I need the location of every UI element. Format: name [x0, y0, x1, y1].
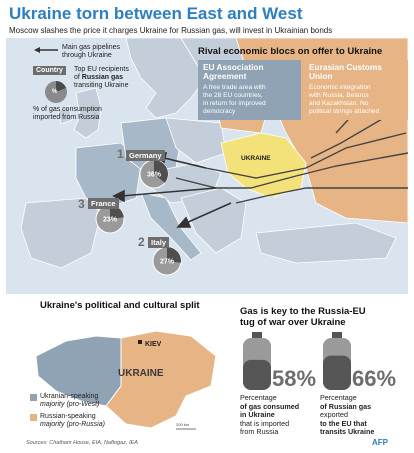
italy-label: Italy	[148, 237, 169, 248]
consumed-caption-line: Percentage	[240, 393, 277, 402]
recipients-legend-line3: transiting Ukraine	[74, 82, 129, 89]
afp-credit: AFP	[372, 438, 388, 447]
germany-rank: 1	[117, 147, 124, 161]
eu-desc-line: in return for improved	[203, 100, 266, 107]
transit-percentage: 66%	[352, 366, 397, 391]
france-rank: 3	[78, 197, 85, 211]
canister-consumed-icon	[243, 332, 271, 390]
legend-ru-text	[40, 413, 105, 429]
italy-rank: 2	[138, 235, 145, 249]
germany-label: Germany	[126, 150, 165, 161]
recipients-legend	[74, 66, 129, 90]
ru-desc-line: political strings attached	[309, 108, 380, 115]
transit-caption-line: exported	[320, 410, 348, 419]
transit-caption	[320, 394, 374, 437]
legend-ru-swatch	[30, 414, 37, 421]
france-label: France	[88, 198, 119, 209]
consumed-percentage: 58%	[272, 366, 317, 391]
recipients-legend-line1: Top EU recipients	[74, 66, 129, 73]
page-subtitle: Moscow slashes the price it charges Ukraine for Russian gas, will invest in Ukrainian bonds	[9, 26, 333, 35]
consumed-caption-line: that is imported	[240, 418, 290, 428]
transit-caption-line: Percentage	[320, 393, 357, 402]
recipients-legend-line2	[74, 74, 129, 82]
germany-pie-label: 36%	[146, 171, 162, 179]
legend-ua-swatch	[30, 394, 37, 401]
kiev-marker	[138, 340, 142, 344]
transit-caption-line: of Russian gas	[320, 401, 372, 411]
eu-association-box	[198, 60, 301, 120]
ru-desc-line: Economic integration	[309, 84, 371, 91]
legend-ua-line2: majority (pro-West)	[40, 401, 100, 408]
gas-title-line2: tug of war over Ukraine	[240, 317, 346, 328]
rival-blocs-title: Rival economic blocs on offer to Ukraine	[198, 46, 383, 57]
italy-pie-label: 27%	[159, 258, 175, 266]
consumed-caption-line: of gas consumed	[240, 401, 300, 411]
source-note: Sources: Chatham House, EIA, Naftogaz, IEA	[26, 440, 138, 446]
ru-title-line1: Eurasian Customs	[309, 62, 382, 72]
country-legend-box: Country	[33, 66, 66, 75]
transit-caption-line: to the EU that	[320, 418, 367, 428]
page-title: Ukraine torn between East and West	[9, 4, 303, 23]
consumed-caption	[240, 394, 299, 437]
gas-title-line1: Gas is key to the Russia-EU	[240, 306, 366, 317]
legend-ru-line2: majority (pro-Russia)	[40, 421, 105, 428]
canister-transit-icon	[323, 332, 351, 390]
pipelines-legend-line1: Main gas pipelines	[62, 44, 120, 51]
split-title: Ukraine's political and cultural split	[40, 300, 200, 311]
eu-title-line2: Agreement	[203, 71, 247, 81]
legend-ua-line1: Ukranian-speaking	[40, 393, 99, 400]
pct-legend	[33, 106, 102, 122]
legend-ua-text	[40, 393, 99, 409]
eu-desc-line: A free trade area with	[203, 84, 266, 91]
scale-label: 200 km	[176, 422, 190, 427]
ru-desc-line: and Kazakhstan. No	[309, 100, 369, 107]
consumed-caption-line: from Russia	[240, 427, 279, 436]
legend-ru-line1: Russian-speaking	[40, 413, 96, 420]
pct-legend-line1: % of gas consumption	[33, 106, 102, 113]
eu-desc-line: democracy	[203, 108, 236, 115]
eu-title-line1: EU Association	[203, 62, 264, 72]
pipelines-legend	[62, 44, 120, 60]
pipelines-legend-line2: through Ukraine	[62, 52, 112, 59]
recipients-legend-prefix: of	[74, 74, 82, 81]
transit-caption-line: transits Ukraine	[320, 427, 375, 436]
gas-title	[240, 306, 410, 328]
legend-pie-symbol: %	[52, 89, 58, 95]
eurasian-union-box	[304, 60, 408, 120]
recipients-legend-bold: Russian gas	[81, 74, 124, 81]
pct-legend-line2: imported from Russia	[33, 114, 100, 121]
ukraine-big-label: UKRAINE	[118, 368, 164, 379]
eu-desc-line: the 28 EU countries,	[203, 92, 263, 99]
ru-title-line2: Union	[309, 71, 333, 81]
france-pie-label: 23%	[102, 216, 118, 224]
ru-desc-line: with Russia, Belarus	[309, 92, 369, 99]
eu-association-title	[203, 63, 296, 81]
eurasian-union-title	[309, 63, 403, 81]
consumed-caption-line: in Ukraine	[240, 410, 275, 419]
kiev-label: KIEV	[145, 341, 162, 348]
map-ukraine-label: UKRAINE	[241, 155, 271, 162]
